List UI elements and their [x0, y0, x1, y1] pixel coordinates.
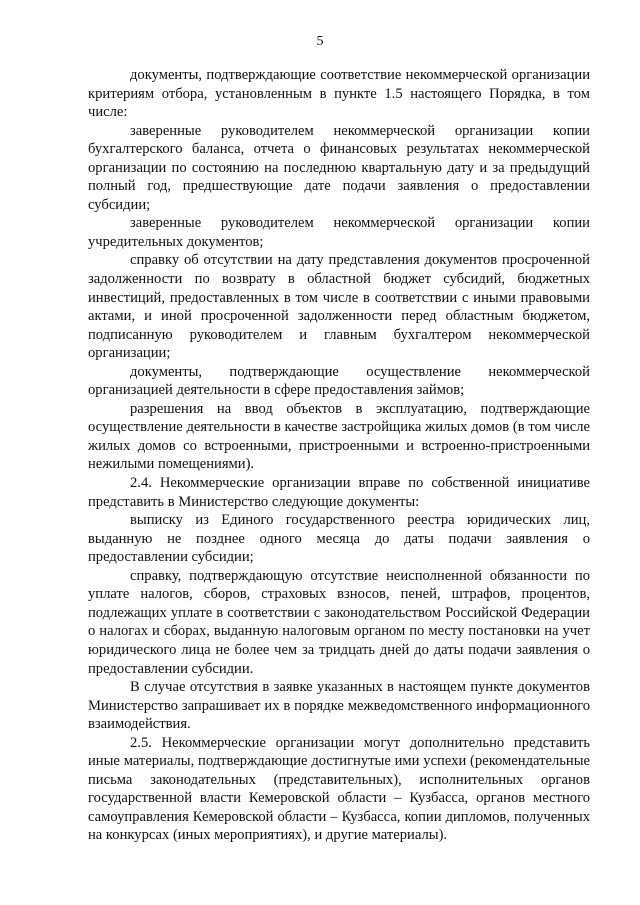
paragraph-tax-certificate: справку, подтверждающую отсутствие неисполненной обязанности по уплате налогов, сборов, страховых взносов, пеней, штрафов, процентов, подлежащих уплате в соответствии с законодательством Российской Федерации о налогах и сборах, выданную налоговым органом по месту постановки на учет юридического лица не более чем за тридцать дней до даты подачи заявления о предоставлении субсидии. [88, 567, 590, 677]
paragraph-section-2-5: 2.5. Некоммерческие организации могут дополнительно представить иные материалы, подтверждающие достигнутые ими успехи (рекомендательные письма законодательных (представительных), исполнительных органов государственной власти Кемеровской области – Кузбасса, органов местного самоуправления Кемеровской области – Кузбасса, копии дипломов, полученных на конкурсах (иных мероприятиях), и другие материалы). [88, 734, 590, 844]
document-body [88, 66, 590, 845]
paragraph-commissioning-permits: разрешения на ввод объектов в эксплуатацию, подтверждающие осуществление деятельности в качестве застройщика жилых домов (в том числе жилых домов со встроенными, пристроенными и встроенно-пристроенными нежилыми помещениями). [88, 400, 590, 473]
page-number: 5 [316, 34, 324, 49]
paragraph-registry-extract: выписку из Единого государственного реестра юридических лиц, выданную не позднее одного месяца до даты подачи заявления о предоставлении субсидии; [88, 512, 590, 566]
paragraph-debt-certificate: справку об отсутствии на дату представления документов просроченной задолженности по возврату в областной бюджет субсидий, бюджетных инвестиций, предоставленных в том числе в соответствии с иными правовыми актами, и иной просроченной задолженности перед областным бюджетом, подписанную руководителем и главным бухгалтером некоммерческой организации; [88, 252, 590, 362]
paragraph-interagency-request: В случае отсутствия в заявке указанных в настоящем пункте документов Министерство запрашивает их в порядке межведомственного информационного взаимодействия. [88, 679, 590, 733]
paragraph-balance-copies: заверенные руководителем некоммерческой организации копии бухгалтерского баланса, отчета о финансовых результатах некоммерческой организации по состоянию на последнюю квартальную дату и за предыдущий полный год, предшествующие дате подачи заявления о предоставлении субсидии; [88, 122, 590, 213]
paragraph-founding-documents: заверенные руководителем некоммерческой организации копии учредительных документов; [88, 215, 590, 250]
paragraph-section-2-4: 2.4. Некоммерческие организации вправе по собственной инициативе представить в Министерство следующие документы: [88, 475, 590, 510]
paragraph-documents-criteria: документы, подтверждающие соответствие некоммерческой организации критериям отбора, установленным в пункте 1.5 настоящего Порядка, в том числе: [88, 67, 590, 121]
paragraph-loan-activity: документы, подтверждающие осуществление некоммерческой организацией деятельности в сфере предоставления займов; [88, 363, 590, 399]
